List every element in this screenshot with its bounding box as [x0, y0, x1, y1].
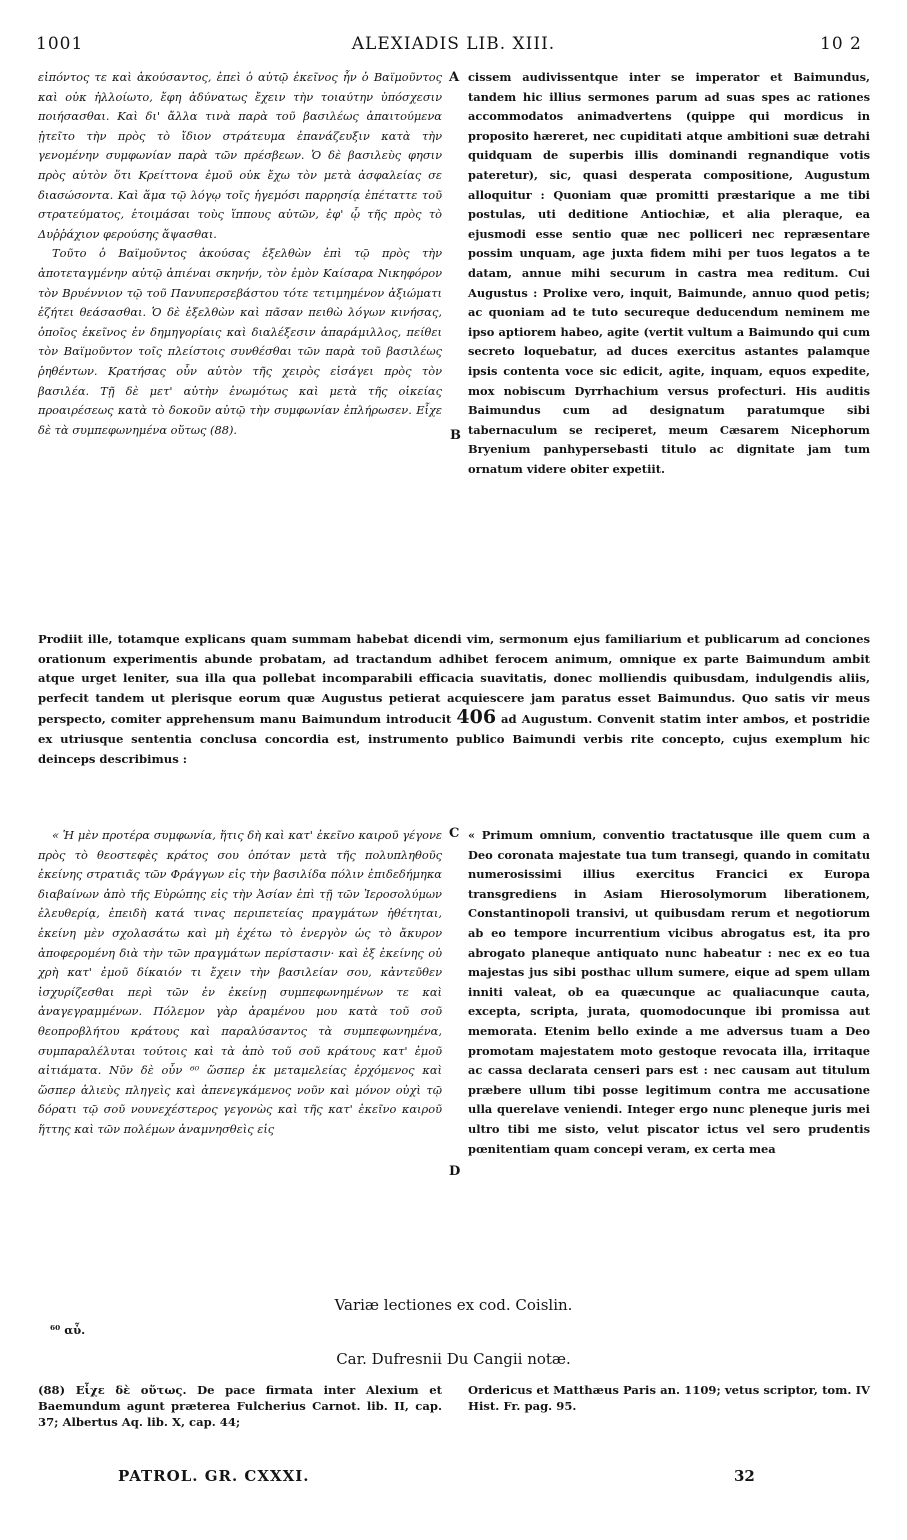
latin-column-bottom	[468, 826, 870, 1159]
page-number-left: 1001	[36, 34, 84, 54]
footer-series: PATROL. GR. CXXXI.	[118, 1467, 310, 1485]
greek-paragraph-2: Τοῦτο ὁ Βαϊμοῦντος ἀκούσας ἐξελθὼν ἐπὶ τῷ πρὸς τὴν ἀποτεταγμένην αὐτῷ ἀπιέναι σκηνήν, τὸν ἐμὸν Καίσαρα Νικηφόρον τὸν Βρυέννιον τῷ τοῦ Πανυπερσεβάστου τότε τετιμημένον ἀξιώματι ἐζήτει θεάσασθαι. Ὁ δὲ ἐξελθὼν καὶ πᾶσαν πειθὼ λόγων κινήσας, ὁποῖος ἐκεῖνος ἐν δημηγορίαις καὶ διαλέξεσιν ἀπαράμιλλος, πείθει τὸν Βαϊμοῦντον τοῖς πλείστοις συνθέσθαι τῶν παρὰ τοῦ βασιλέως ῥηθέντων. Κρατήσας οὖν αὐτὸν τῆς χειρὸς εἰσάγει πρὸς τὸν βασιλέα. Τῇ δὲ μετ' αὐτὴν ἐνωμότως καὶ μετὰ τῆς οἰκείας προαιρέσεως κατὰ τὸ δοκοῦν αὐτῷ τὴν συμφωνίαν ἐπλήρωσεν. Εἶχε δὲ τὰ συμπεφωνημένα οὕτως (88).	[38, 246, 442, 437]
footer-signature: 32	[734, 1467, 755, 1485]
latin-column-top	[468, 68, 870, 479]
notes-heading: Car. Dufresnii Du Cangii notæ.	[336, 1350, 571, 1368]
latin-full-width-paragraph	[38, 630, 870, 769]
margin-marker-a: A	[449, 70, 460, 85]
note-88-left: (88) Εἶχε δὲ οὕτως. De pace firmata inter Alexium et Baemundum agunt præterea Fulcherius Carnot. lib. II, cap. 37; Albertus Aq. lib. X, cap. 44;	[38, 1383, 442, 1429]
latin-paragraph-top: cissem audivissentque inter se imperator et Baimundus, tandem hic illius sermones parum ad suas spes ac rationes accommodatos animadvertens (quippe qui mordicus in proposito hæreret, nec cupiditati atque ambitioni suæ detrahi quidquam de superbis illis dominandi regnandique votis pateretur), sic, quasi desperata compositione, Augustum alloquitur : Quoniam quæ promitti præstarique a me tibi postulas, uti deditione Antiochiæ, et alia pleraque, ea ejusmodi esse sentio quæ nec polliceri nec repræsentare possim unquam, age juxta fidem mihi per tuos legatos a te datam, annue mihi securum in castra mea reditum. Cui Augustus : Prolixe vero, inquit, Baimunde, annuo quod petis; ac quoniam ad te tuto secureque deducendum neminem me ipso aptiorem habeo, agite (vertit vultum a Baimundo qui cum secreto loquebatur, ad duces exercitus astantes palamque ipsis contenta voce sic edicit, agite, inquam, equos expedite, mox nobiscum Dyrrhachium versus profecturi. His auditis Baimundus cum ad designatum paratumque sibi tabernaculum se reciperet, meum Cæsarem Nicephorum Bryenium panhypersebasti titulo ac dignitate jam tum ornatum videre obiter expetiit.	[468, 70, 870, 476]
greek-agreement-text: « Ἡ μὲν προτέρα συμφωνία, ἥτις δὴ καὶ κατ' ἐκεῖνο καιροῦ γέγονε πρὸς τὸ θεοστεφὲς κράτος σου ὁπόταν μετὰ τῆς πολυπληθοῦς ἐκείνης στρατιᾶς τῶν Φράγγων εἰς τὴν βασιλίδα πόλιν ἐπιδεδήμηκα διαβαίνων ἀπὸ τῆς Εὐρώπης εἰς τὴν Ἀσίαν ἐπὶ τῇ τῶν Ἱεροσολύμων ἐλευθερίᾳ, ἐπειδὴ κατά τινας περιπετείας πραγμάτων ἠθέτηται, ἐκείνη μὲν σχολασάτω καὶ μὴ ἐχέτω τὸ ἐνεργὸν ὡς τὸ ἄκυρον ἀποφερομένη διὰ τὴν τῶν πραγμάτων περίστασιν· καὶ ἐξ ἐκείνης οὐ χρὴ κατ' ἐμοῦ δίκαιόν τι ἔχειν τὴν βασιλείαν σου, κἀντεῦθεν ἰσχυρίζεσθαι περὶ τῶν ἐν ἐκείνῃ συμπεφωνημένων τε καὶ ἀναγεγραμμένων. Πόλεμον γὰρ ἀραμένου μου κατὰ τοῦ σοῦ θεοπροβλήτου κράτους καὶ παραλύσαντος τὰ συμπεφωνημένα, συμπαραλέλυται τούτοις καὶ τὰ ἀπὸ τοῦ σοῦ κράτους κατ' ἐμοῦ αἰτιάματα. Νῦν δὲ οὖν ⁶⁰ ὥσπερ ἐκ μεταμελείας ἐρχόμενος καὶ ὥσπερ ἁλιεὺς πληγεὶς καὶ ἀπενεγκάμενος νοῦν καὶ μόνον οὐχὶ τῷ δόρατι τῷ σοῦ νουνεχέστερος γεγονὼς καὶ τῆς κατ' ἐκεῖνο καιροῦ ἥττης καὶ τῶν πολέμων ἀναμνησθεὶς εἰς	[38, 828, 442, 1136]
page-number-right: 10 2	[820, 34, 862, 54]
greek-column-top	[38, 68, 442, 440]
margin-marker-c: C	[449, 826, 460, 841]
running-title: ALEXIADIS LIB. XIII.	[351, 34, 556, 54]
note-88-right: Ordericus et Matthæus Paris an. 1109; vetus scriptor, tom. IV Hist. Fr. pag. 95.	[468, 1383, 870, 1413]
latin-full-text-2: ad Augustum. Convenit statim inter ambos, et postridie ex utriusque sententia conclusa concordia est, instrumento publico Baimundi verbis rite concepto, cujus exemplum hic deinceps describimus :	[38, 712, 870, 766]
greek-paragraph-1: εἰπόντος τε καὶ ἀκούσαντος, ἐπεὶ ὁ αὐτῷ ἐκεῖνος ἦν ὁ Βαϊμοῦντος καὶ οὐκ ἠλλοίωτο, ἔφη ἀδύνατως ἔχειν τὴν τοιαύτην ὑπόσχεσιν ποιήσασθαι. Καὶ δι' ἄλλα τινὰ παρὰ τοῦ βασιλέως ἀπαιτούμενα ᾐτεῖτο τὴν πρὸς τὸ ἴδιον στράτευμα ἐπανάζευξιν κατὰ τὴν γενομένην συμφωνίαν παρὰ τῶν πρέσβεων. Ὁ δὲ βασιλεὺς φησιν πρὸς αὐτὸν ὅτι Κρείττονα ἐμοῦ οὐκ ἔχω τὸν μετὰ ἀσφαλείας σε διασώσοντα. Καὶ ἅμα τῷ λόγῳ τοῖς ἡγεμόσι παρρησίᾳ ἐπέταττε τοῦ στρατεύματος, ἑτοιμάσαι τοὺς ἵππους αὐτῶν, ἐφ' ᾧ τῆς πρὸς τὸ Δυῤῥάχιον φερούσης ἅψασθαι.	[38, 70, 442, 241]
margin-marker-b: B	[450, 428, 461, 443]
greek-column-bottom	[38, 826, 442, 1140]
variae-note: ⁶⁰ αὖ.	[50, 1323, 86, 1337]
latin-agreement-text: « Primum omnium, conventio tractatusque ille quem cum a Deo coronata majestate tua tum transegi, quando in comitatu numerosissimi illius exercitus Francici ex Europa transgrediens in Asiam Hierosolymorum liberationem, Constantinopoli transivi, ut quibusdam rerum et negotiorum ab eo tempore incurrentium vicibus abrogatus est, ita pro abrogato planeque antiquato nunc habeatur : nec ex eo tua majestas jus sibi posthac ullum sumere, eique ad spem ullam inniti valeat, ob ea quæcunque ac qualiacunque cauta, excepta, scripta, jurata, quomodocunque ibi promissa aut memorata. Etenim bello exinde a me adversus tuam a Deo promotam majestatem moto gestoque revocata illa, irritaque ac cassa declarata censeri pars est : nec causam aut titulum præbere ullum tibi posse legitimum contra me accusatione ulla querelave veniendi. Integer ergo nunc pleneque juris mei ultro tibi me sisto, velut piscator ictus vel sero prudentis pœnitentiam quam concepi veram, ex certa mea	[468, 828, 870, 1156]
variae-heading: Variæ lectiones ex cod. Coislin.	[334, 1296, 573, 1314]
column-number-406: 406	[456, 706, 497, 729]
margin-marker-d: D	[449, 1164, 461, 1179]
latin-full-text-1: Prodiit ille, totamque explicans quam summam habebat dicendi vim, sermonum ejus familiarium et publicarum ad conciones orationum experimentis abunde probatam, ad tractandum adhibet ferocem animum, omnique ex parte Baimundum ambit atque urget leniter, sua illa qua pollebat incomparabili efficacia suavitatis, donec molliendis quibusdam, indulgendis aliis, perfecit tandem ut plerisque eorum quæ Augustus petierat acquiescere jam paratus esset Baimundus. Quo satis vir meus perspecto, comiter apprehensum manu Baimundum introducit	[38, 632, 870, 727]
